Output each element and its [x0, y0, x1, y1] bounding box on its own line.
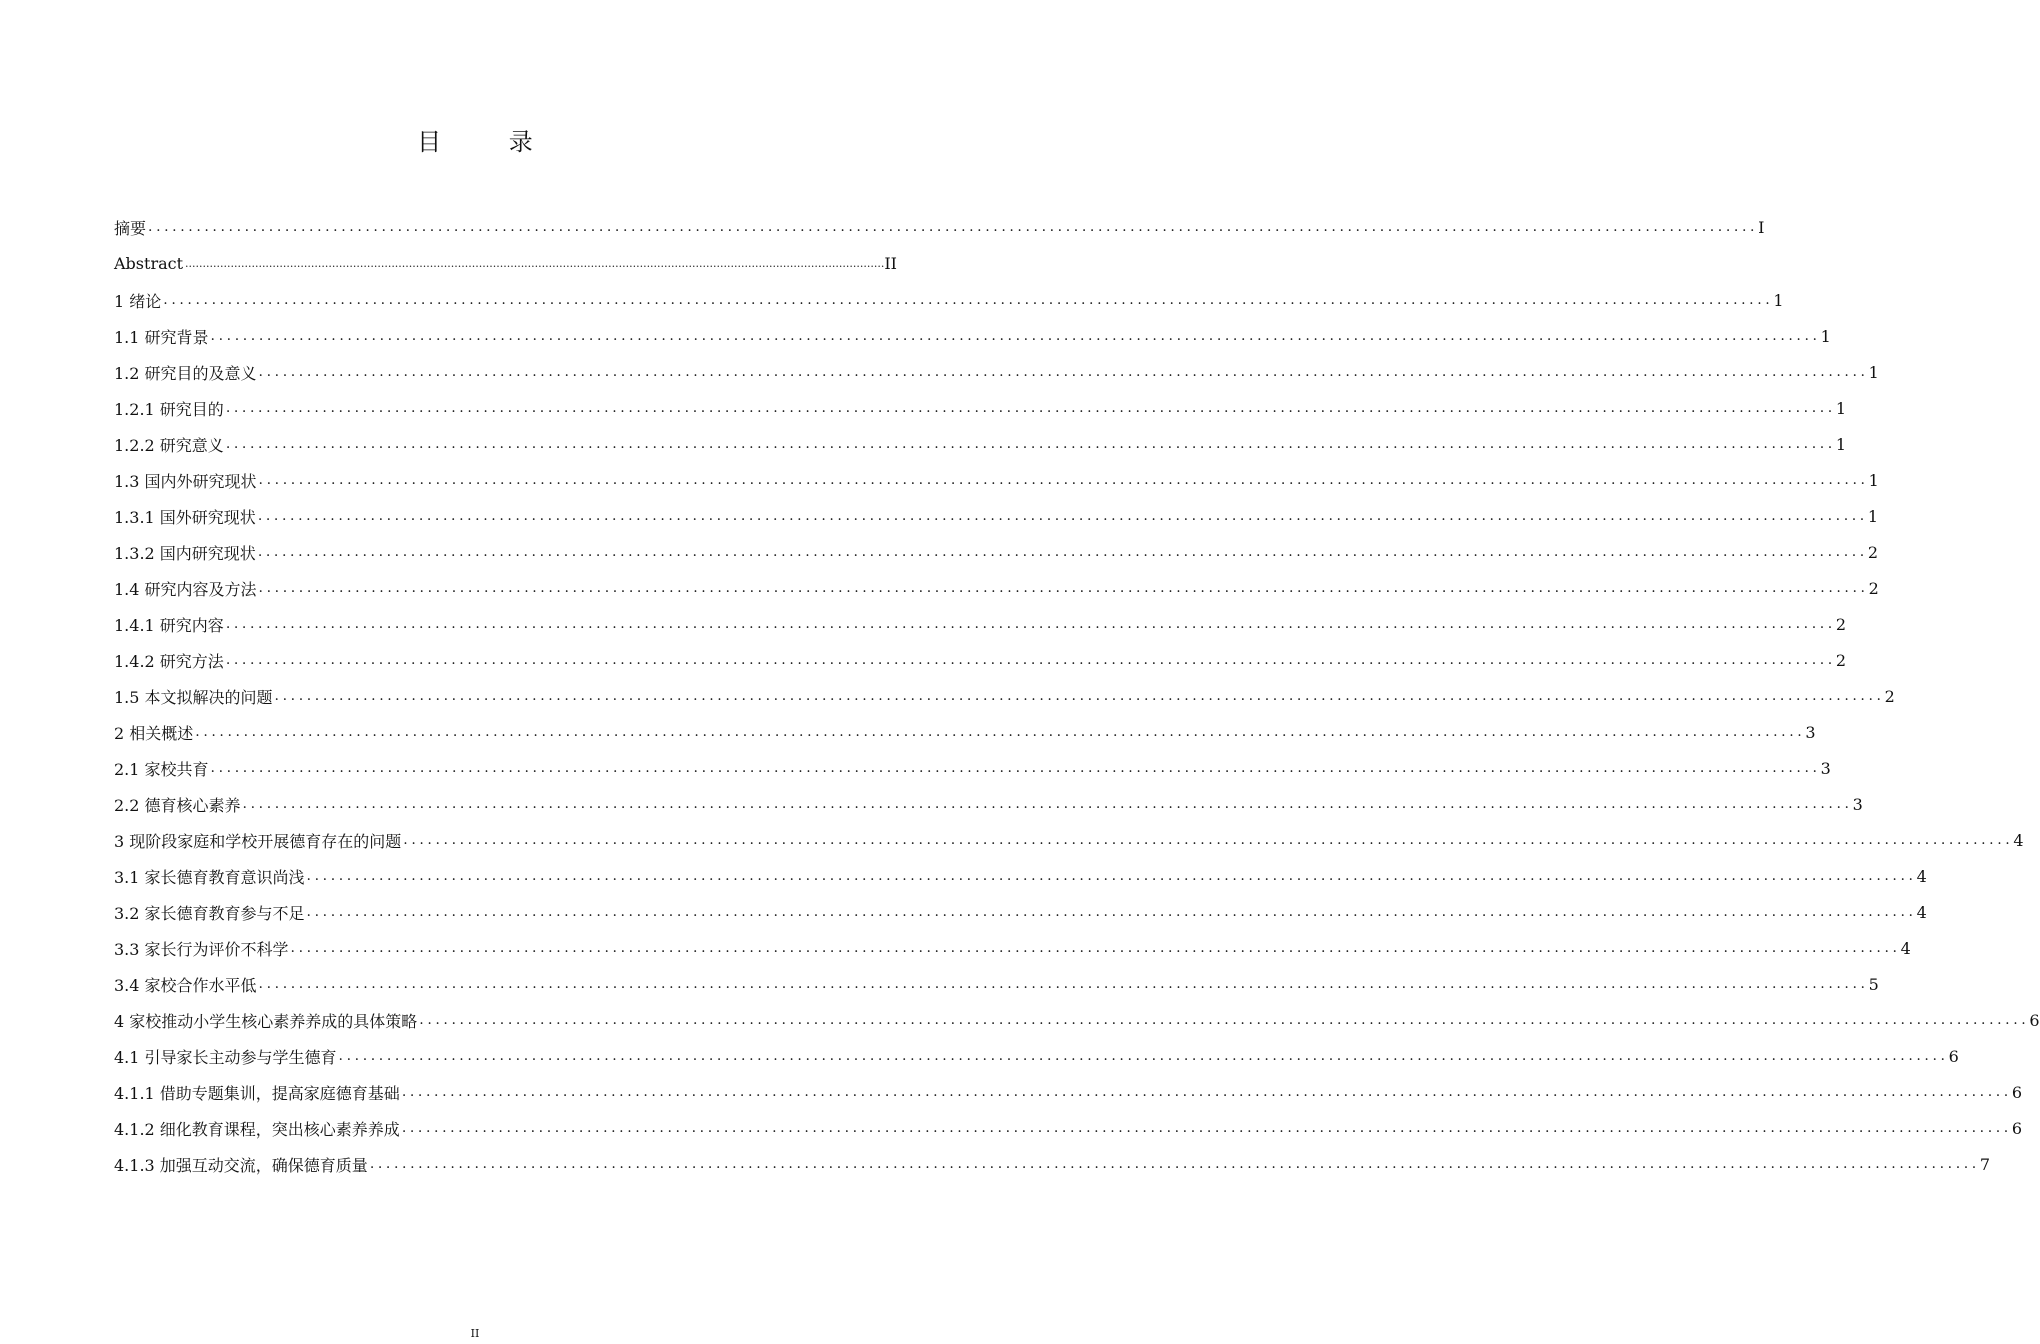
toc-entry-page: 6: [2011, 1082, 2023, 1102]
toc-leader-dots: ........................................................................................................................................................................................................: [225, 616, 1836, 632]
toc-entry-label: 3.2 家长德育教育参与不足: [114, 903, 305, 923]
toc-leader-dots: ........................................................................................................................................................................................................: [403, 832, 2014, 848]
toc-leader-dots: ........................................................................................................................................................................................................: [242, 796, 1853, 812]
toc-entry-label: 3.4 家校合作水平低: [114, 975, 257, 995]
toc-list: [114, 210, 2040, 1182]
toc-leader-dots: ........................................................................................................................................................................................................: [258, 580, 1869, 596]
toc-leader-dots: ........................................................................................................................................................................................................: [306, 868, 1917, 884]
toc-entry-page: II: [884, 253, 897, 273]
toc-entry-label: 1.3.1 国外研究现状: [114, 507, 256, 527]
toc-leader-dots: ........................................................................................................................................................................................................: [210, 328, 1821, 344]
toc-entry[interactable]: [114, 390, 1847, 426]
toc-entry-label: 4.1.2 细化教育课程，突出核心素养养成: [114, 1119, 400, 1139]
toc-entry[interactable]: [114, 1110, 2023, 1146]
toc-entry-page: I: [1758, 217, 1765, 237]
toc-leader-dots: ........................................................................................................................................................................................................: [274, 688, 1885, 704]
toc-entry[interactable]: [114, 858, 1927, 894]
toc-leader-dots: ........................................................................................................................................................................................................: [401, 1084, 2012, 1100]
toc-entry-page: 1: [1773, 290, 1784, 310]
toc-leader-dots: ........................................................................................................................................................................................................: [148, 219, 1759, 235]
toc-entry[interactable]: [114, 1002, 2040, 1038]
toc-leader-dots: ........................................................................................................................................................................................................: [257, 544, 1868, 560]
toc-entry[interactable]: [114, 606, 1847, 642]
toc-entry-label: Abstract: [114, 253, 184, 273]
toc-leader-dots: ........................................................................................................................................................................................................: [258, 976, 1869, 992]
toc-entry[interactable]: [114, 210, 1765, 244]
toc-entry[interactable]: [114, 426, 1847, 462]
toc-entry-page: 1: [1835, 398, 1847, 418]
toc-title: 目 录: [417, 128, 563, 156]
toc-entry[interactable]: [114, 498, 1879, 534]
toc-entry[interactable]: [114, 714, 1816, 750]
toc-entry-label: 1.4 研究内容及方法: [114, 579, 257, 599]
toc-entry-label: 1.3 国内外研究现状: [114, 471, 257, 491]
toc-entry-label: 3 现阶段家庭和学校开展德育存在的问题: [114, 831, 402, 851]
toc-entry-page: 6: [2029, 1010, 2040, 1030]
toc-entry-label: 4.1 引导家长主动参与学生德育: [114, 1047, 337, 1067]
toc-entry-label: 2 相关概述: [114, 723, 194, 743]
toc-entry-label: 3.3 家长行为评价不科学: [114, 939, 289, 959]
toc-entry[interactable]: [114, 930, 1911, 966]
toc-entry[interactable]: [114, 894, 1927, 930]
toc-entry-label: 1.2.1 研究目的: [114, 399, 224, 419]
toc-entry[interactable]: [114, 822, 2024, 858]
toc-entry-page: 4: [2013, 830, 2024, 850]
toc-entry-label: 2.2 德育核心素养: [114, 795, 241, 815]
toc-leader-dots: ........................................................................................................................................................................................................: [163, 292, 1774, 308]
toc-leader-dots: ........................................................................................................................................................................................................: [225, 436, 1836, 452]
toc-entry-label: 1.1 研究背景: [114, 327, 209, 347]
toc-entry-label: 3.1 家长德育教育意识尚浅: [114, 867, 305, 887]
toc-entry-page: 2: [1867, 542, 1879, 562]
toc-leader-dots: ........................................................................................................................................................................................................: [258, 472, 1869, 488]
toc-entry-label: 4 家校推动小学生核心素养养成的具体策略: [114, 1011, 418, 1031]
toc-entry-page: 7: [1979, 1154, 1991, 1174]
toc-entry[interactable]: [114, 966, 1879, 1002]
toc-entry-page: 1: [1868, 362, 1879, 382]
toc-entry-label: 1.2 研究目的及意义: [114, 363, 257, 383]
toc-entry-label: 1 绪论: [114, 291, 162, 311]
toc-leader-dots: ........................................................................................................................................................................................................: [306, 904, 1917, 920]
toc-leader-dots: ........................................................................................................................................................................................................: [290, 940, 1901, 956]
toc-entry-label: 1.2.2 研究意义: [114, 435, 224, 455]
toc-entry-label: 4.1.1 借助专题集训，提高家庭德育基础: [114, 1083, 400, 1103]
toc-entry[interactable]: [114, 678, 1895, 714]
toc-leader-dots: ........................................................................................................................................................................................................: [210, 760, 1821, 776]
toc-entry-page: 2: [1868, 578, 1879, 598]
toc-entry-label: 4.1.3 加强互动交流，确保德育质量: [114, 1155, 368, 1175]
toc-entry[interactable]: [114, 534, 1879, 570]
page-number: II: [470, 1327, 480, 1340]
toc-entry-page: 3: [1820, 758, 1831, 778]
toc-leader-dots: ........................................................................................................................................................................................................: [338, 1048, 1949, 1064]
toc-entry[interactable]: [114, 462, 1879, 498]
toc-entry-page: 2: [1835, 614, 1847, 634]
toc-entry-page: 2: [1835, 650, 1847, 670]
toc-leader-dots: ........................................................................................................................................................................................................: [419, 1012, 2030, 1028]
toc-entry[interactable]: [114, 1146, 1991, 1182]
toc-entry-page: 1: [1868, 470, 1879, 490]
toc-entry-page: 4: [1916, 902, 1927, 922]
toc-entry[interactable]: [114, 244, 897, 282]
toc-entry-page: 4: [1916, 866, 1927, 886]
toc-entry[interactable]: [114, 1074, 2023, 1110]
toc-leader-dots: ........................................................................................................................................................................................................: [369, 1156, 1980, 1172]
toc-entry[interactable]: [114, 354, 1879, 390]
toc-entry-page: 1: [1867, 506, 1879, 526]
toc-leader-dots: ........................................................................................................................................................................................................: [225, 400, 1836, 416]
toc-entry-label: 1.3.2 国内研究现状: [114, 543, 256, 563]
toc-entry[interactable]: [114, 570, 1879, 606]
toc-entry-page: 2: [1884, 686, 1895, 706]
toc-entry-label: 1.4.2 研究方法: [114, 651, 224, 671]
toc-entry[interactable]: [114, 1038, 1959, 1074]
toc-entry-page: 6: [2011, 1118, 2023, 1138]
toc-leader-dots: ........................................................................................................................................................................................................: [401, 1120, 2012, 1136]
toc-entry[interactable]: [114, 642, 1847, 678]
toc-entry[interactable]: [114, 318, 1831, 354]
toc-entry-page: 3: [1852, 794, 1863, 814]
toc-leader-dots: ........................................................................................................................................................................................................: [195, 724, 1806, 740]
toc-leader-dots: ........................................................................................................................................................................................................: [257, 508, 1868, 524]
toc-entry-label: 1.4.1 研究内容: [114, 615, 224, 635]
toc-leader-dots: ........................................................................................................................................................................................................: [258, 364, 1869, 380]
toc-entry[interactable]: [114, 786, 1863, 822]
toc-entry-page: 1: [1820, 326, 1831, 346]
toc-entry-page: 4: [1900, 938, 1911, 958]
toc-leader-dots: ........................................................................................................................................................................................................: [185, 256, 885, 270]
toc-entry[interactable]: [114, 282, 1784, 318]
toc-entry-page: 6: [1948, 1046, 1959, 1066]
toc-entry-label: 1.5 本文拟解决的问题: [114, 687, 273, 707]
toc-entry-page: 5: [1868, 974, 1879, 994]
toc-leader-dots: ........................................................................................................................................................................................................: [225, 652, 1836, 668]
toc-entry-label: 2.1 家校共育: [114, 759, 209, 779]
toc-entry-label: 摘要: [114, 218, 147, 238]
toc-entry[interactable]: [114, 750, 1831, 786]
toc-entry-page: 3: [1805, 722, 1816, 742]
toc-entry-page: 1: [1835, 434, 1847, 454]
